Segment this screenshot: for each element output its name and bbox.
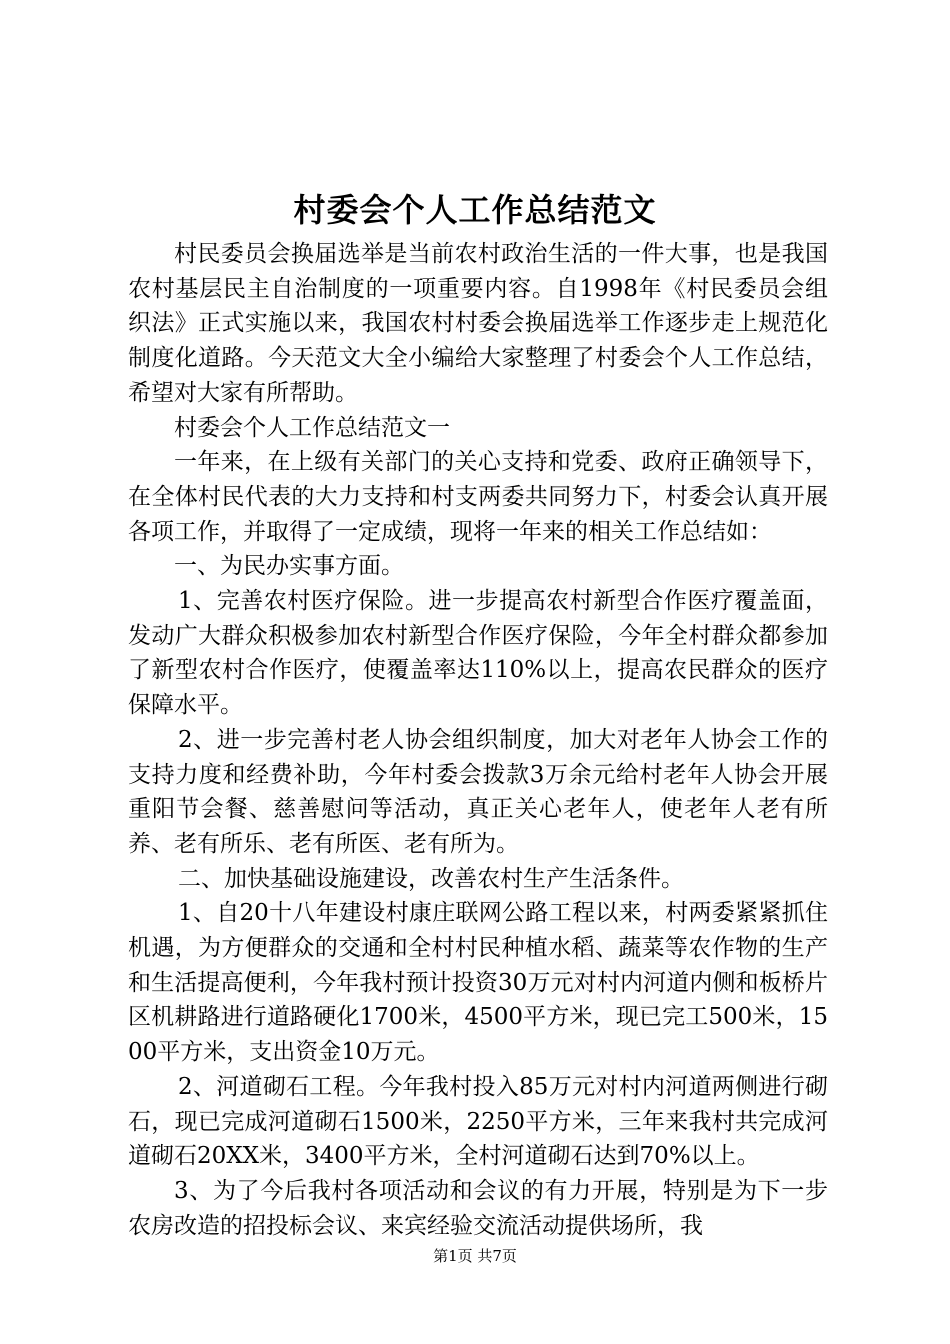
document-body [128,237,828,1243]
paragraph-section-1-heading: 一、为民办实事方面。 [174,553,404,580]
paragraph-intro: 村民委员会换届选举是当前农村政治生活的一件大事，也是我国农村基层民主自治制度的一项重要内容。自1998年《村民委员会组织法》正式实施以来，我国农村村委会换届选举工作逐步走上规范化制度化道路。今天范文大全小编给大家整理了村委会个人工作总结，希望对大家有所帮助。 [128,241,828,406]
paragraph-subtitle: 村委会个人工作总结范文一 [174,414,450,441]
paragraph-overview: 一年来，在上级有关部门的关心支持和党委、政府正确领导下，在全体村民代表的大力支持和村支两委共同努力下，村委会认真开展各项工作，并取得了一定成绩，现将一年来的相关工作总结如： [128,449,828,545]
paragraph-river-masonry: 2、河道砌石工程。今年我村投入85万元对村内河道两侧进行砌石，现已完成河道砌石1500米，2250平方米，三年来我村共完成河道砌石20XX米，3400平方米，全村河道砌石达到70%以上。 [128,1073,828,1170]
page-number-footer: 第1页 共7页 [433,1247,517,1265]
paragraph-road-construction: 1、自20十八年建设村康庄联网公路工程以来，村两委紧紧抓住机遇，为方便群众的交通和全村村民种植水稻、蔬菜等农作物的生产和生活提高便利，今年我村预计投资30万元对村内河道内侧和板桥片区机耕路进行道路硬化1700米，4500平方米，现已完工500米，1500平方米，支出资金10万元。 [128,900,828,1066]
paragraph-venue: 3、为了今后我村各项活动和会议的有力开展，特别是为下一步农房改造的招投标会议、来宾经验交流活动提供场所，我 [128,1177,828,1239]
paragraph-elderly-association: 2、进一步完善村老人协会组织制度，加大对老年人协会工作的支持力度和经费补助，今年村委会拨款3万余元给村老年人协会开展重阳节会餐、慈善慰问等活动，真正关心老年人，使老年人老有所养、老有所乐、老有所医、老有所为。 [128,726,828,857]
paragraph-medical-insurance: 1、完善农村医疗保险。进一步提高农村新型合作医疗覆盖面，发动广大群众积极参加农村新型合作医疗保险，今年全村群众都参加了新型农村合作医疗，使覆盖率达110%以上，提高农民群众的医疗保障水平。 [128,588,828,719]
paragraph-section-2-heading: 二、加快基础设施建设，改善农村生产生活条件。 [178,865,684,892]
document-title: 村委会个人工作总结范文 [293,191,657,229]
